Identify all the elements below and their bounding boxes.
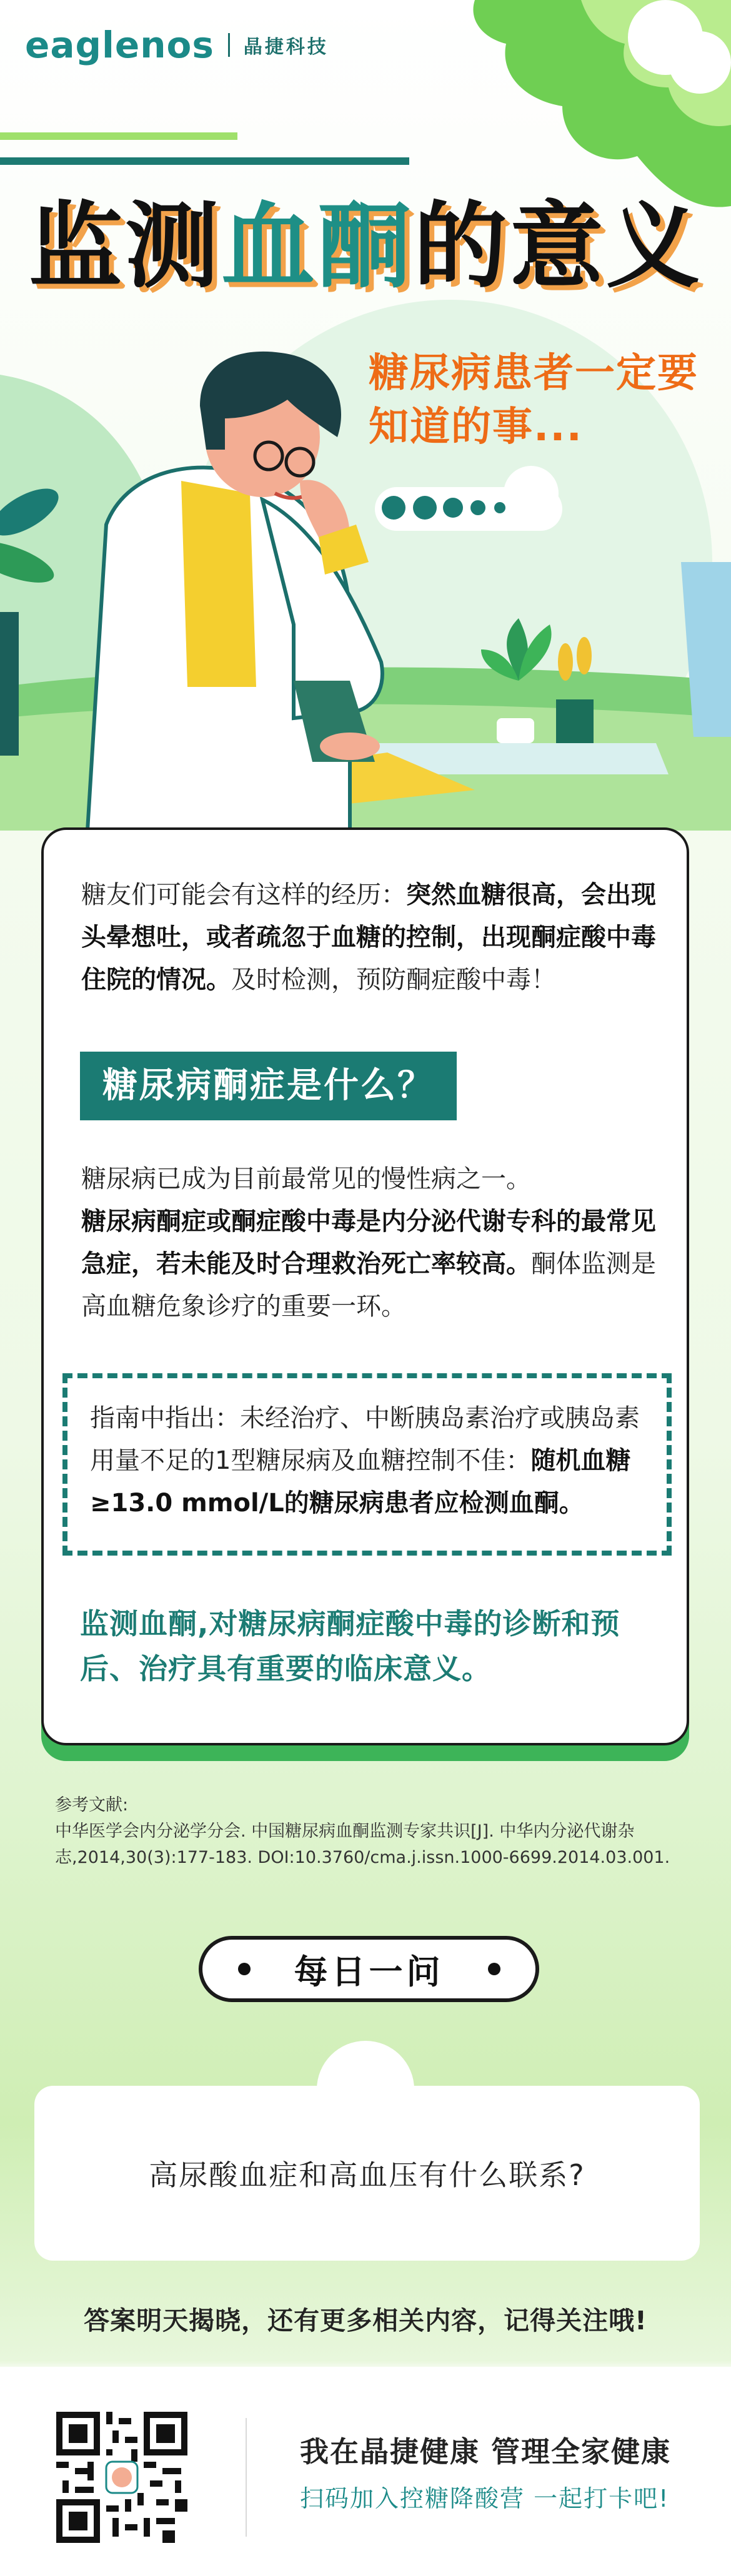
dot-left bbox=[238, 1963, 251, 1975]
references bbox=[55, 1792, 692, 1871]
dot-right bbox=[488, 1963, 500, 1975]
definition-paragraph: 糖尿病已成为目前最常见的慢性病之一。 糖尿病酮症或酮症酸中毒是内分泌代谢专科的最常见急症，若未能及时合理救治死亡率较高。酮体监测是高血糖危象诊疗的重要一环。 bbox=[81, 1165, 656, 1321]
footer-slogan: 我在晶捷健康 管理全家健康 bbox=[300, 2435, 672, 2469]
footer-divider bbox=[246, 2418, 247, 2537]
daily-question-label: 每日一问 bbox=[294, 1952, 444, 1991]
footer-cta: 扫码加入控糖降酸营 一起打卡吧! bbox=[300, 2485, 670, 2512]
brand-logo bbox=[25, 24, 329, 66]
company-name: 晶捷科技 bbox=[243, 36, 329, 58]
logo-divider bbox=[228, 33, 230, 57]
references-text: 中华医学会内分泌学分会. 中国糖尿病血酮监测专家共识[J]. 中华内分泌代谢杂志,2014,30(3):177-183. DOI:10.3760/cma.j.issn.1000-6699.2014.03.001. bbox=[55, 1822, 670, 1867]
answer-note: 答案明天揭晓，还有更多相关内容，记得关注哦! bbox=[84, 2306, 647, 2336]
question-text: 高尿酸血症和高血压有什么联系? bbox=[149, 2158, 585, 2192]
section-heading: 糖尿病酮症是什么？ bbox=[80, 1052, 457, 1120]
references-label: 参考文献: bbox=[55, 1795, 129, 1815]
conclusion-text: 监测血酮,对糖尿病酮症酸中毒的诊断和预后、治疗具有重要的临床意义。 bbox=[80, 1607, 620, 1685]
daily-question-pill bbox=[199, 1936, 539, 2002]
question-card bbox=[34, 2086, 700, 2261]
intro-paragraph: 糖友们可能会有这样的经历：突然血糖很高，会出现头晕想吐，或者疏忽于血糖的控制，出现酮症酸中毒住院的情况。及时检测，预防酮症酸中毒！ bbox=[81, 881, 656, 994]
guideline-box: 指南中指出：未经治疗、中断胰岛素治疗或胰岛素用量不足的1型糖尿病及血糖控制不佳：随机血糖≥13.0 mmol/L的糖尿病患者应检测血酮。 bbox=[62, 1373, 672, 1556]
qr-code-icon[interactable] bbox=[56, 2412, 187, 2543]
decor-bar-teal bbox=[0, 157, 409, 165]
page-title: 监测血酮的意义 bbox=[28, 192, 703, 301]
title-highlight: 血酮 bbox=[221, 192, 414, 301]
logo-text: eaglenos bbox=[25, 24, 214, 66]
info-card bbox=[41, 827, 689, 1745]
decor-bar-green bbox=[0, 132, 237, 140]
question-bubble-tab bbox=[317, 2041, 414, 2091]
page-subtitle: 糖尿病患者一定要 知道的事... bbox=[369, 350, 699, 451]
